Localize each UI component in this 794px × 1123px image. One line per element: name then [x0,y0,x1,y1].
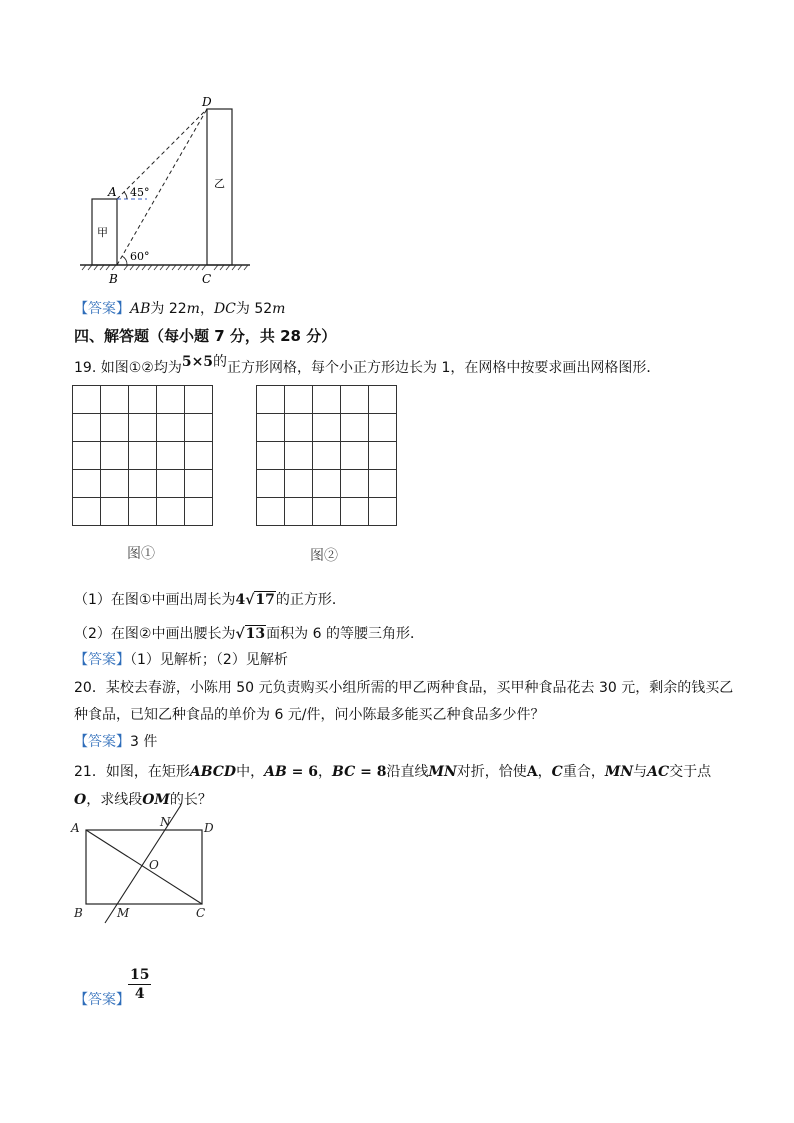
label-O: O [149,858,159,872]
q19-part2: （2）在图②中画出腰长为√13面积为 6 的等腰三角形． [74,626,424,642]
q20-answer: 【答案】3 件 [74,734,158,750]
answer-tag: 【答案】 [74,734,130,750]
q21-line2: O，求线段OM的长？ [74,792,212,808]
answer-fraction [128,966,151,1003]
rectangle-fold-figure [65,805,235,925]
q18-answer: 【答案】AB为 22m，DC为 52m [74,301,286,317]
building-jia-label: 甲 [97,226,108,239]
label-B: B [109,272,118,286]
label-N: N [160,815,171,829]
label-D: D [204,821,214,835]
building-angle-figure [70,90,270,290]
sqrt-17: √17 [245,592,275,608]
q20-line1: 20．某校去春游，小陈用 50 元负责购买小组所需的甲乙两种食品，买甲种食品花去 30 元，剩余的钱买乙 [74,680,734,696]
q19-answer: 【答案】（1）见解析；（2）见解析 [74,652,288,668]
sqrt-13: √13 [235,626,266,642]
q21-answer-tag-line [74,990,130,1010]
caption-figure-1: 图① [127,546,155,562]
label-C: C [202,272,212,286]
label-A: A [108,185,117,199]
grid-figure-1 [72,385,213,526]
fraction-denominator: 4 [134,986,145,1002]
q19-part1: （1）在图①中画出周长为4√17的正方形． [74,592,346,608]
label-D: D [202,95,212,109]
answer-tag: 【答案】 [74,992,130,1008]
answer-tag: 【答案】 [74,652,130,668]
label-A: A [71,821,80,835]
q21-line1: 21．如图，在矩形ABCD中，AB = 6，BC = 8沿直线MN对折，恰使A，C重合，MN与AC交于点 [74,764,712,780]
q19-stem: 19. 如图①②均为5×5的正方形网格，每个小正方形边长为 1，在网格中按要求画出网格图形． [74,354,661,376]
answer-tag: 【答案】 [74,301,130,317]
q20-line2: 种食品，已知乙种食品的单价为 6 元/件，问小陈最多能买乙种食品多少件？ [74,707,545,723]
label-B: B [74,906,83,920]
building-yi-label: 乙 [214,177,225,190]
section-heading: 四、解答题（每小题 7 分，共 28 分） [74,327,337,345]
caption-figure-2: 图② [310,548,338,564]
grid-figure-2 [256,385,397,526]
label-M: M [117,906,130,920]
angle-60: 60° [130,250,150,263]
angle-45: 45° [130,186,150,199]
label-C: C [196,906,206,920]
fraction-numerator: 15 [130,967,150,983]
